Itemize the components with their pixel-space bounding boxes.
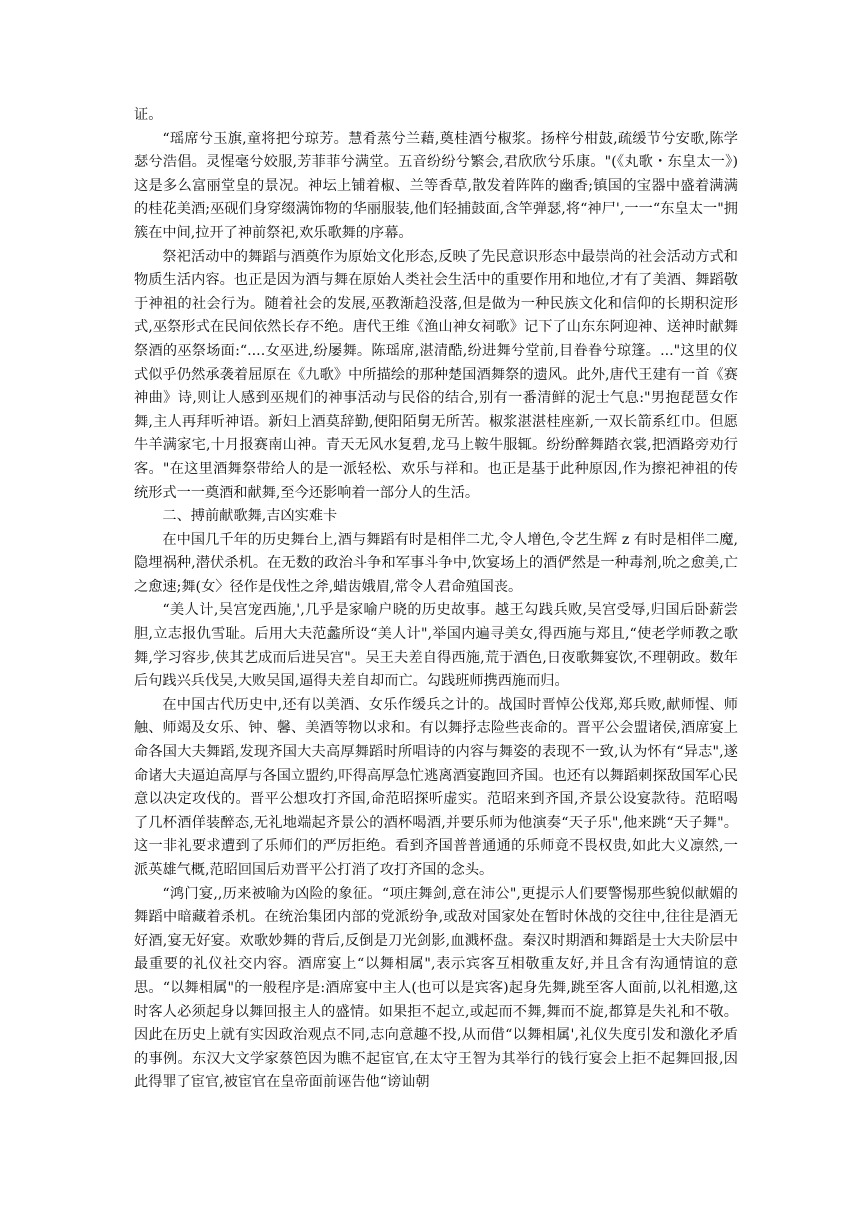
section-heading: 二、搏前献歌舞,吉凶实难卡: [162, 508, 338, 525]
document-body: [134, 104, 738, 1095]
paragraph-hongmen-banquet: “鸿门宴,,历来被喻为凶险的象征。“项庄舞剑,意在沛公",更提示人们要警惕那些貌似献媚的舞蹈中暗藏着杀机。在统治集团内部的党派纷争,或敌对国家处在暂时休战的交往中,往往是酒无好酒,宴无好宴。欢歌妙舞的背后,反倒是刀光剑影,血溅杯盘。秦汉时期酒和舞蹈是士大夫阶层中最重要的礼仪社交内容。酒席宴上“以舞相属",表示宾客互相敬重友好,并且含有沟通情谊的意思。“以舞相属"的一般程序是:酒席宴中主人(也可以是宾客)起身先舞,跳至客人面前,以礼相邀,这时客人必须起身以舞回报主人的盛情。如果拒不起立,或起而不舞,舞而不旋,都算是失礼和不敬。因此在历史上就有实因政治观点不同,志向意趣不投,从而借“以舞相属',礼仪失度引发和激化矛盾的事例。东汉大文学家蔡笆因为瞧不起宦官,在太守王智为其举行的钱行宴会上拒不起舞回报,因此得罪了宦官,被宦官在皇帝面前诬告他“谤讪朝: [134, 885, 738, 1091]
paragraph-poem-quote: “瑶席兮玉旗,童将把兮琼芳。慧肴蒸兮兰藉,奠桂酒兮椒浆。扬梓兮柑鼓,疏缓节兮安歌,陈学瑟兮浩倡。灵惺毫兮姣服,芳菲菲兮满堂。五音纷纷兮繁会,君欣欣兮乐康。"(《丸歌・东皇太一》)这是多么富丽堂皇的景况。神坛上铺着椒、兰等香草,散发着阵阵的幽香;镇国的宝器中盛着满满的桂花美酒;巫砚们身穿缀满饰物的华丽服装,他们轻捕鼓面,含竿弹瑟,将“神尸',一一“东皇太一"拥簇在中间,拉开了神前祭祀,欢乐歌舞的序幕。: [134, 130, 738, 241]
paragraph-ritual-dance: 祭祀活动中的舞蹈与酒奠作为原始文化形态,反映了先民意识形态中最崇尚的社会活动方式和物质生活内容。也正是因为酒与舞在原始人类社会生活中的重要作用和地位,才有了美酒、舞蹈敬于神祖的社会行为。随着社会的发展,巫教渐趋没落,但是做为一种民族文化和信仰的长期积淀形式,巫祭形式在民间依然长存不绝。唐代王维《渔山神女祠歌》记下了山东东阿迎神、送神时献舞祭酒的巫祭场面:“....女巫进,纷屡舞。陈瑶席,湛清酷,纷进舞兮堂前,目眷眷兮琼篷。..."这里的仪式似乎仍然承袭着屈原在《九歌》中所描绘的那种楚国酒舞祭的遗风。此外,唐代王建有一首《赛神曲》诗,则让人感到巫规们的神事活动与民俗的结合,别有一番清鲜的泥士气息:"男抱琵琶女作舞,主人再拜听神语。新妇上酒莫辞勤,便阳陌舅无所苦。椒浆湛湛桂座新,一双长箭系红巾。但愿牛羊满家宅,十月报赛南山神。青天无风水复碧,龙马上鞍牛服辄。纷纷醉舞踏衣裳,把酒路旁劝行客。"在这里酒舞祭带给人的是一派轻松、欢乐与祥和。也正是基于此种原因,作为擦祀神祖的传统形式一一奠酒和献舞,至今还影响着一部分人的生活。: [134, 248, 738, 501]
paragraph-ancient-history: 在中国古代历史中,还有以美酒、女乐作缓兵之计的。战国时晋悼公伐郑,郑兵败,献师惺、师触、师竭及女乐、钟、馨、美酒等物以求和。有以舞抒志险些丧命的。晋平公会盟诸侯,酒席宴上命各国大夫舞蹈,发现齐国大夫高厚舞蹈时所唱诗的内容与舞姿的表现不一致,认为怀有“异志",遂命诸大夫逼迫高厚与各国立盟约,吓得高厚急忙逃离酒宴跑回齐国。也还有以舞蹈刺探敌国军心民意以决定攻伐的。晋平公想攻打齐国,命范昭探听虚实。范昭来到齐国,齐景公设宴款待。范昭喝了几杯酒佯装醉态,无礼地端起齐景公的酒杯喝酒,并要乐师为他演奏“天子乐",他来跳“天子舞"。这一非礼要求遭到了乐师们的严厉拒绝。看到齐国普普通通的乐师竟不畏权贵,如此大义凛然,一派英雄气概,范昭回国后劝晋平公打消了攻打齐国的念头。: [134, 696, 738, 878]
paragraph-history-stage: 在中国几千年的历史舞台上,酒与舞蹈有时是相伴二尤,令人增色,令艺生辉 z 有时是相伴二魔,隐埋祸种,潜伏杀机。在无数的政治斗争和军事斗争中,饮宴场上的酒俨然是一种毒剂,吮之愈美,亡之愈速;舞(女〉径作是伐性之斧,蜡齿娥眉,常令人君命殖国丧。: [134, 531, 738, 595]
paragraph-beauty-trap: “美人计,吴宫宠西施,',几乎是家喻户晓的历史故事。越王勾践兵败,吴宫受辱,归国后卧薪尝胆,立志报仇雪耻。后用大夫范蠡所设“美人计",举国内遍寻美女,得西施与郑且,“使老学师教之歌舞,学习容步,侠其艺成而后进吴宫"。吴王夫差自得西施,荒于酒色,日夜歌舞宴饮,不理朝政。数年后句践兴兵伐吴,大败吴国,逼得夫差自却而亡。勾践班师携西施而归。: [134, 602, 738, 690]
paragraph-continuation: 证。: [134, 107, 163, 123]
